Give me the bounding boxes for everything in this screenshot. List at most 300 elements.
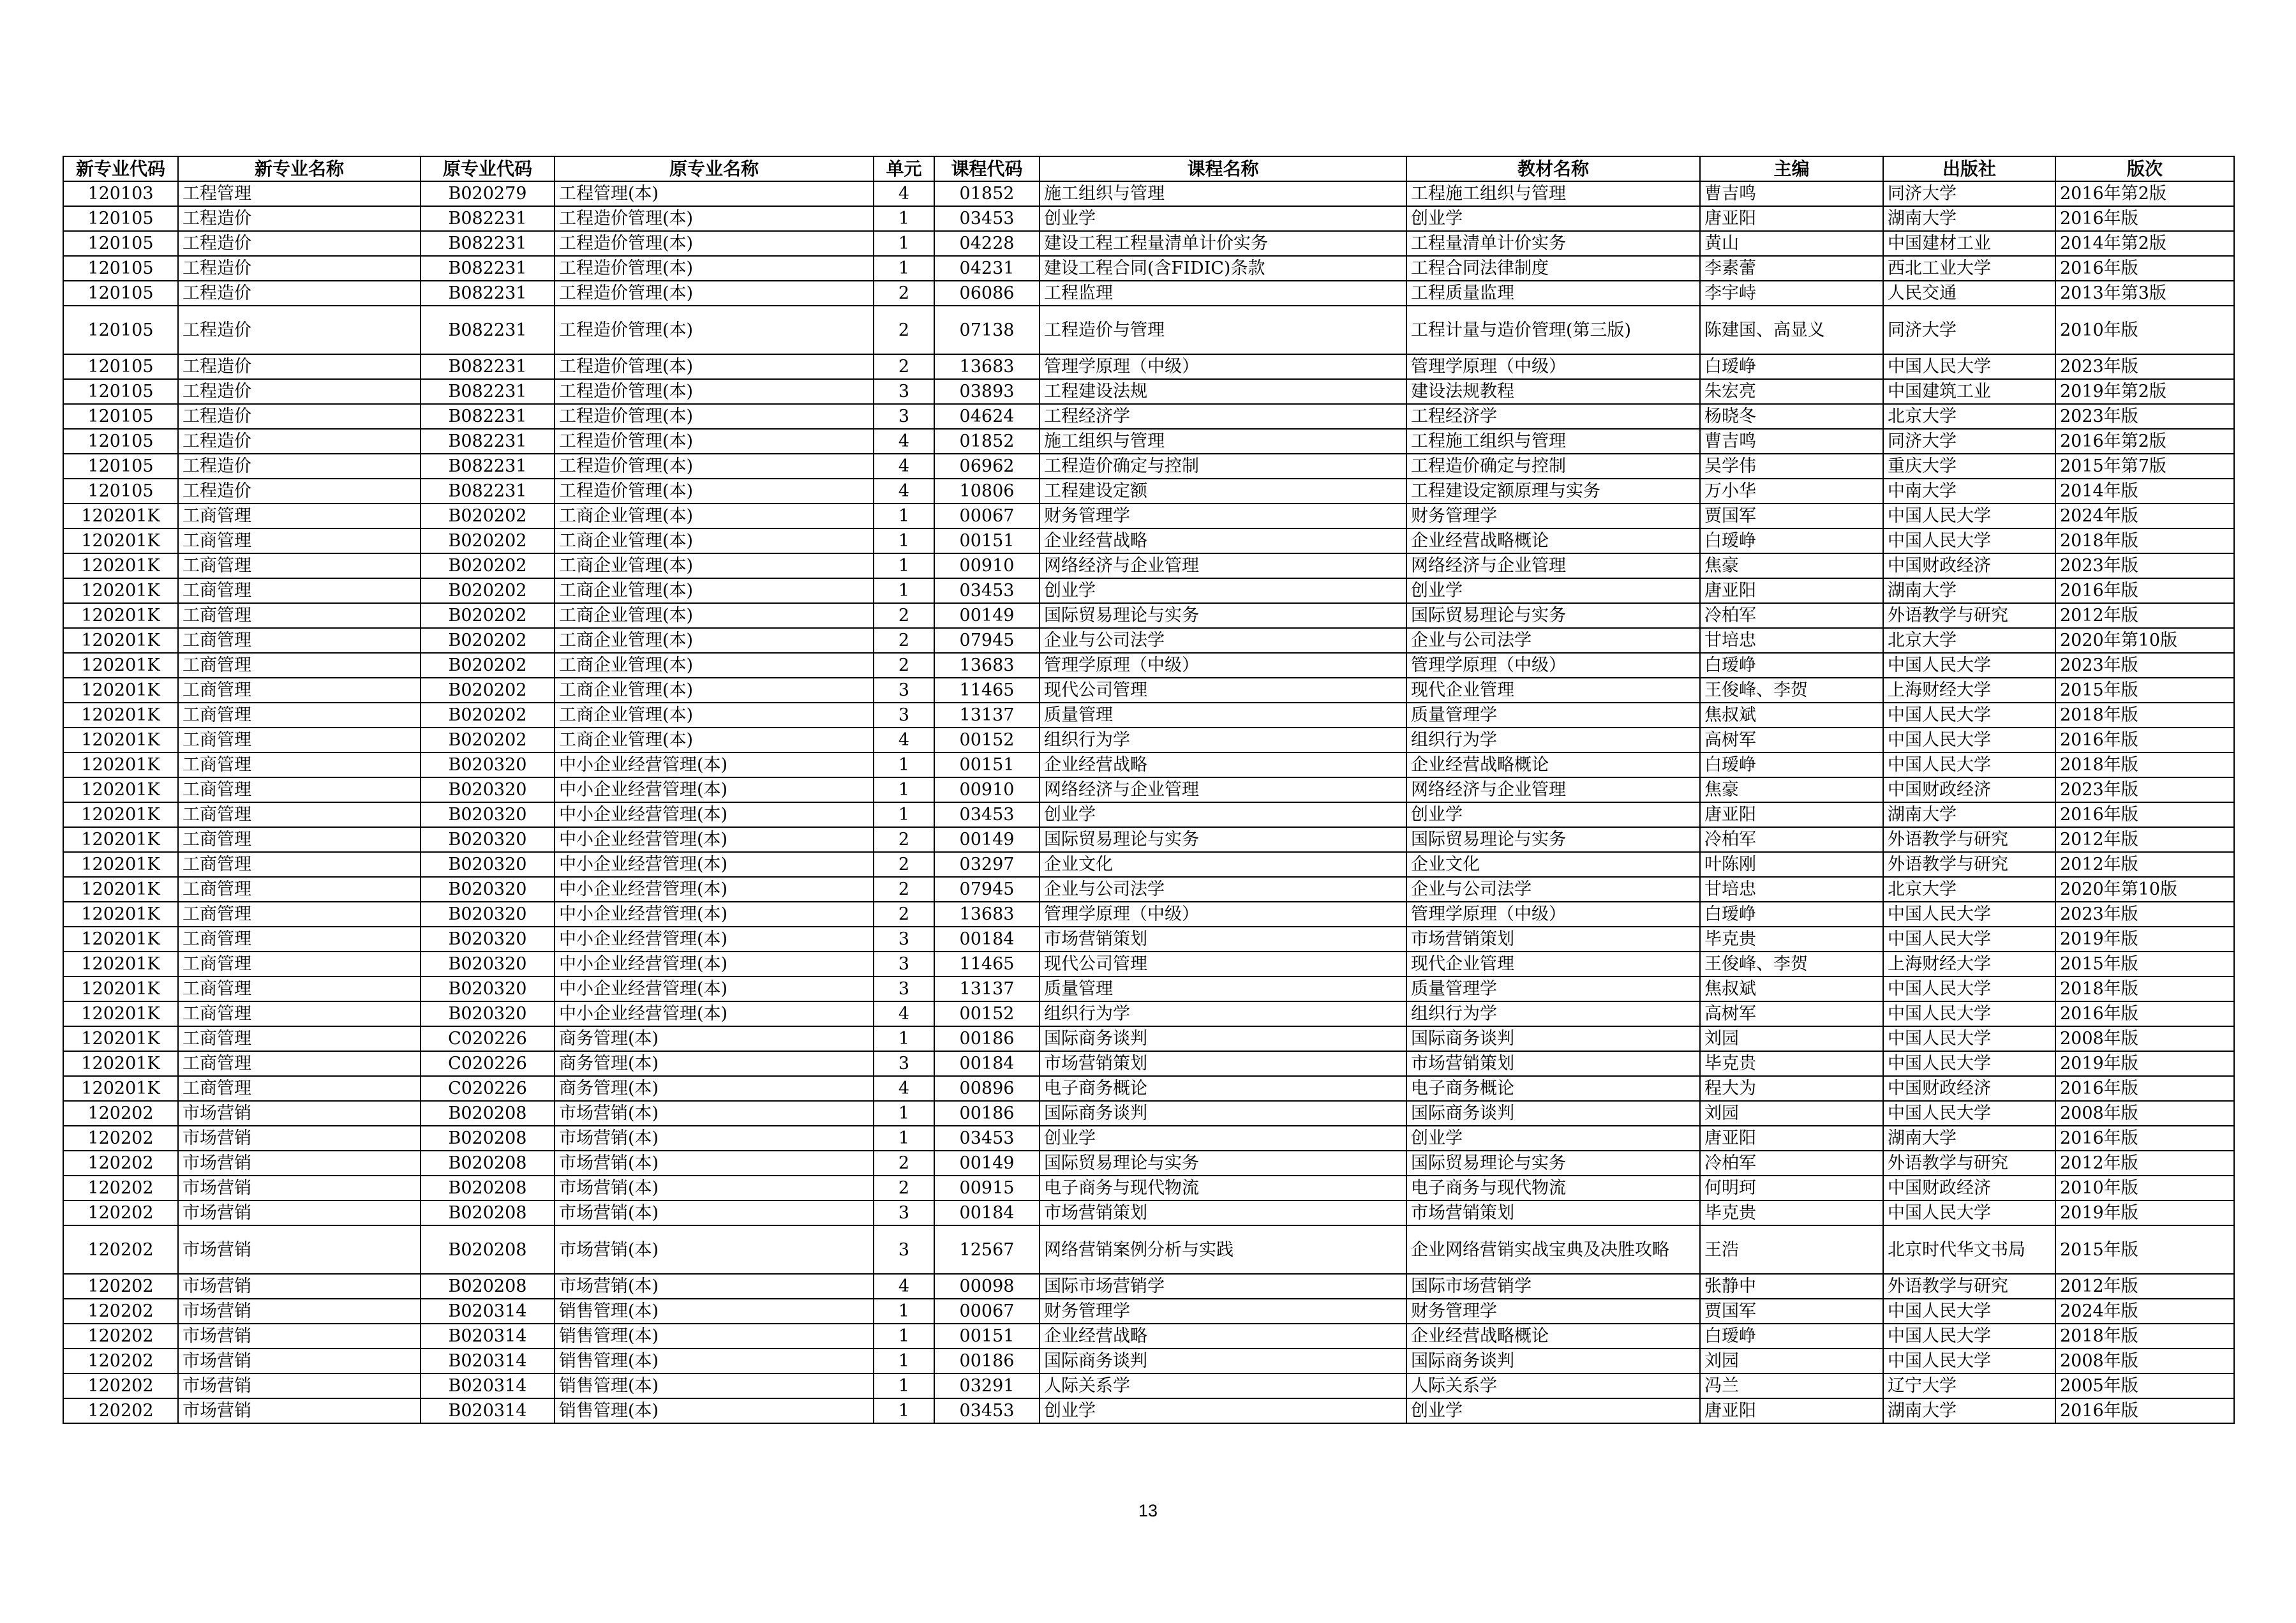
cell-old-major-code: B020208 (421, 1200, 555, 1225)
cell-textbook-name: 国际商务谈判 (1406, 1026, 1700, 1051)
cell-editor: 王俊峰、李贺 (1700, 678, 1883, 703)
table-row (63, 306, 2234, 354)
cell-old-major-name: 中小企业经营管理(本) (555, 976, 874, 1001)
cell-publisher: 中国人民大学 (1883, 752, 2055, 777)
cell-publisher: 北京时代华文书局 (1883, 1225, 2055, 1274)
cell-edition: 2012年版 (2055, 852, 2234, 877)
table-row (63, 553, 2234, 578)
cell-textbook-name: 创业学 (1406, 802, 1700, 827)
cell-edition: 2018年版 (2055, 703, 2234, 728)
cell-course-name: 国际贸易理论与实务 (1040, 827, 1406, 852)
cell-unit: 3 (874, 927, 934, 952)
cell-course-name: 电子商务与现代物流 (1040, 1176, 1406, 1200)
cell-old-major-name: 工程造价管理(本) (555, 206, 874, 231)
cell-edition: 2010年版 (2055, 306, 2234, 354)
cell-course-name: 建设工程合同(含FIDIC)条款 (1040, 256, 1406, 281)
table-row (63, 1051, 2234, 1076)
cell-new-major-name: 工商管理 (178, 628, 421, 653)
cell-course-name: 企业与公司法学 (1040, 628, 1406, 653)
cell-new-major-code: 120105 (63, 454, 178, 479)
cell-publisher: 中国财政经济 (1883, 1176, 2055, 1200)
table-row (63, 479, 2234, 504)
cell-textbook-name: 质量管理学 (1406, 976, 1700, 1001)
cell-course-name: 国际商务谈判 (1040, 1026, 1406, 1051)
cell-new-major-name: 工商管理 (178, 1026, 421, 1051)
cell-textbook-name: 网络经济与企业管理 (1406, 777, 1700, 802)
cell-new-major-name: 工程造价 (178, 404, 421, 429)
cell-old-major-code: B082231 (421, 429, 555, 454)
cell-course-code: 13683 (934, 902, 1040, 927)
cell-editor: 白瑷峥 (1700, 528, 1883, 553)
cell-publisher: 中国人民大学 (1883, 1200, 2055, 1225)
cell-new-major-name: 工商管理 (178, 852, 421, 877)
cell-old-major-code: B020320 (421, 827, 555, 852)
cell-editor: 白瑷峥 (1700, 752, 1883, 777)
cell-new-major-name: 市场营销 (178, 1398, 421, 1423)
table-row (63, 281, 2234, 306)
cell-textbook-name: 管理学原理（中级） (1406, 653, 1700, 678)
cell-textbook-name: 市场营销策划 (1406, 1200, 1700, 1225)
cell-new-major-code: 120202 (63, 1324, 178, 1349)
cell-old-major-code: B020279 (421, 181, 555, 206)
cell-course-code: 10806 (934, 479, 1040, 504)
cell-course-code: 03291 (934, 1373, 1040, 1398)
cell-new-major-code: 120202 (63, 1398, 178, 1423)
cell-textbook-name: 财务管理学 (1406, 504, 1700, 528)
cell-publisher: 中国人民大学 (1883, 1051, 2055, 1076)
cell-new-major-code: 120201K (63, 578, 178, 603)
table-row (63, 678, 2234, 703)
cell-course-code: 13137 (934, 703, 1040, 728)
cell-editor: 朱宏亮 (1700, 379, 1883, 404)
cell-publisher: 湖南大学 (1883, 578, 2055, 603)
cell-old-major-code: B082231 (421, 404, 555, 429)
cell-old-major-code: C020226 (421, 1026, 555, 1051)
cell-old-major-name: 工程造价管理(本) (555, 281, 874, 306)
cell-course-name: 创业学 (1040, 802, 1406, 827)
cell-edition: 2023年版 (2055, 553, 2234, 578)
cell-old-major-name: 中小企业经营管理(本) (555, 852, 874, 877)
cell-textbook-name: 国际市场营销学 (1406, 1274, 1700, 1299)
cell-unit: 1 (874, 231, 934, 256)
cell-edition: 2016年版 (2055, 206, 2234, 231)
cell-unit: 1 (874, 1324, 934, 1349)
cell-edition: 2016年第2版 (2055, 181, 2234, 206)
cell-textbook-name: 国际贸易理论与实务 (1406, 827, 1700, 852)
cell-new-major-code: 120201K (63, 678, 178, 703)
cell-edition: 2023年版 (2055, 354, 2234, 379)
cell-new-major-name: 市场营销 (178, 1324, 421, 1349)
cell-publisher: 中国建材工业 (1883, 231, 2055, 256)
cell-edition: 2010年版 (2055, 1176, 2234, 1200)
cell-editor: 王俊峰、李贺 (1700, 952, 1883, 976)
cell-edition: 2015年版 (2055, 952, 2234, 976)
cell-editor: 冷柏军 (1700, 603, 1883, 628)
cell-textbook-name: 电子商务与现代物流 (1406, 1176, 1700, 1200)
cell-course-name: 市场营销策划 (1040, 927, 1406, 952)
cell-old-major-name: 工程造价管理(本) (555, 479, 874, 504)
cell-old-major-code: C020226 (421, 1051, 555, 1076)
cell-publisher: 外语教学与研究 (1883, 852, 2055, 877)
cell-edition: 2016年版 (2055, 1126, 2234, 1151)
cell-unit: 4 (874, 454, 934, 479)
cell-edition: 2015年版 (2055, 1225, 2234, 1274)
cell-course-code: 13683 (934, 653, 1040, 678)
cell-new-major-code: 120202 (63, 1200, 178, 1225)
cell-old-major-code: B020314 (421, 1324, 555, 1349)
cell-course-code: 00151 (934, 752, 1040, 777)
cell-old-major-code: B082231 (421, 306, 555, 354)
cell-new-major-name: 工商管理 (178, 528, 421, 553)
cell-old-major-code: B020320 (421, 852, 555, 877)
cell-old-major-code: B020208 (421, 1274, 555, 1299)
cell-publisher: 中国人民大学 (1883, 927, 2055, 952)
cell-publisher: 中国人民大学 (1883, 1101, 2055, 1126)
cell-textbook-name: 工程合同法律制度 (1406, 256, 1700, 281)
cell-edition: 2018年版 (2055, 1324, 2234, 1349)
cell-editor: 白瑷峥 (1700, 653, 1883, 678)
cell-course-code: 00186 (934, 1101, 1040, 1126)
cell-old-major-code: B082231 (421, 479, 555, 504)
cell-new-major-name: 工商管理 (178, 976, 421, 1001)
cell-old-major-code: B020314 (421, 1373, 555, 1398)
cell-old-major-name: 工商企业管理(本) (555, 653, 874, 678)
cell-course-code: 00915 (934, 1176, 1040, 1200)
cell-unit: 3 (874, 952, 934, 976)
cell-old-major-code: B020202 (421, 728, 555, 752)
cell-unit: 1 (874, 777, 934, 802)
cell-old-major-name: 销售管理(本) (555, 1324, 874, 1349)
cell-course-name: 财务管理学 (1040, 1299, 1406, 1324)
table-row (63, 1225, 2234, 1274)
cell-old-major-name: 市场营销(本) (555, 1101, 874, 1126)
table-row (63, 578, 2234, 603)
cell-unit: 2 (874, 281, 934, 306)
cell-course-code: 00149 (934, 827, 1040, 852)
cell-textbook-name: 电子商务概论 (1406, 1076, 1700, 1101)
cell-unit: 1 (874, 1026, 934, 1051)
cell-editor: 万小华 (1700, 479, 1883, 504)
cell-new-major-name: 工程造价 (178, 306, 421, 354)
cell-new-major-name: 工商管理 (178, 603, 421, 628)
cell-new-major-code: 120105 (63, 231, 178, 256)
cell-course-name: 工程监理 (1040, 281, 1406, 306)
cell-editor: 白瑷峥 (1700, 1324, 1883, 1349)
table-row (63, 206, 2234, 231)
cell-course-code: 00149 (934, 1151, 1040, 1176)
cell-old-major-name: 市场营销(本) (555, 1176, 874, 1200)
cell-publisher: 中国人民大学 (1883, 1324, 2055, 1349)
cell-new-major-code: 120105 (63, 354, 178, 379)
cell-new-major-name: 工商管理 (178, 1076, 421, 1101)
cell-old-major-code: B020202 (421, 703, 555, 728)
cell-new-major-name: 市场营销 (178, 1274, 421, 1299)
cell-new-major-name: 市场营销 (178, 1373, 421, 1398)
cell-course-name: 网络营销案例分析与实践 (1040, 1225, 1406, 1274)
cell-old-major-code: B020208 (421, 1151, 555, 1176)
table-row (63, 827, 2234, 852)
table-row (63, 1200, 2234, 1225)
table-row (63, 1126, 2234, 1151)
cell-course-name: 管理学原理（中级） (1040, 653, 1406, 678)
cell-old-major-code: B082231 (421, 231, 555, 256)
cell-unit: 3 (874, 703, 934, 728)
table-row (63, 1324, 2234, 1349)
cell-publisher: 中南大学 (1883, 479, 2055, 504)
cell-old-major-code: B082231 (421, 256, 555, 281)
header-row (63, 156, 2234, 181)
cell-new-major-code: 120202 (63, 1225, 178, 1274)
cell-new-major-name: 工程造价 (178, 454, 421, 479)
cell-textbook-name: 质量管理学 (1406, 703, 1700, 728)
cell-textbook-name: 市场营销策划 (1406, 927, 1700, 952)
cell-course-code: 00896 (934, 1076, 1040, 1101)
cell-new-major-name: 工商管理 (178, 877, 421, 902)
cell-new-major-code: 120201K (63, 653, 178, 678)
cell-publisher: 同济大学 (1883, 429, 2055, 454)
cell-new-major-name: 工商管理 (178, 504, 421, 528)
cell-old-major-code: B020202 (421, 628, 555, 653)
cell-new-major-name: 工商管理 (178, 728, 421, 752)
cell-editor: 唐亚阳 (1700, 802, 1883, 827)
table-row (63, 802, 2234, 827)
cell-course-code: 00149 (934, 603, 1040, 628)
cell-textbook-name: 企业经营战略概论 (1406, 528, 1700, 553)
cell-new-major-code: 120105 (63, 479, 178, 504)
cell-editor: 甘培忠 (1700, 877, 1883, 902)
cell-unit: 1 (874, 1349, 934, 1373)
cell-old-major-name: 市场营销(本) (555, 1274, 874, 1299)
cell-new-major-name: 工商管理 (178, 902, 421, 927)
cell-unit: 1 (874, 1398, 934, 1423)
cell-edition: 2016年版 (2055, 1076, 2234, 1101)
cell-new-major-code: 120201K (63, 927, 178, 952)
cell-new-major-code: 120201K (63, 852, 178, 877)
cell-textbook-name: 网络经济与企业管理 (1406, 553, 1700, 578)
cell-course-code: 03893 (934, 379, 1040, 404)
page-number: 13 (1138, 1501, 1158, 1520)
cell-publisher: 湖南大学 (1883, 206, 2055, 231)
table-row (63, 628, 2234, 653)
column-header-editor: 主编 (1700, 156, 1883, 181)
table-row (63, 1076, 2234, 1101)
table-row (63, 181, 2234, 206)
cell-old-major-name: 工商企业管理(本) (555, 703, 874, 728)
cell-old-major-name: 中小企业经营管理(本) (555, 752, 874, 777)
cell-editor: 曹吉鸣 (1700, 429, 1883, 454)
cell-course-code: 00184 (934, 1051, 1040, 1076)
cell-new-major-name: 工商管理 (178, 927, 421, 952)
cell-new-major-code: 120201K (63, 1051, 178, 1076)
cell-edition: 2014年版 (2055, 479, 2234, 504)
cell-unit: 1 (874, 1373, 934, 1398)
cell-new-major-code: 120202 (63, 1274, 178, 1299)
cell-old-major-code: B020208 (421, 1101, 555, 1126)
cell-old-major-code: B020202 (421, 578, 555, 603)
cell-unit: 2 (874, 827, 934, 852)
cell-old-major-name: 工程造价管理(本) (555, 354, 874, 379)
table-row (63, 1001, 2234, 1026)
cell-new-major-code: 120201K (63, 902, 178, 927)
cell-old-major-name: 工程造价管理(本) (555, 454, 874, 479)
column-header-new-major-name: 新专业名称 (178, 156, 421, 181)
cell-textbook-name: 现代企业管理 (1406, 678, 1700, 703)
cell-course-code: 13683 (934, 354, 1040, 379)
cell-edition: 2008年版 (2055, 1026, 2234, 1051)
cell-old-major-name: 工程造价管理(本) (555, 429, 874, 454)
cell-edition: 2016年版 (2055, 1398, 2234, 1423)
cell-new-major-code: 120201K (63, 504, 178, 528)
cell-course-name: 组织行为学 (1040, 728, 1406, 752)
cell-editor: 毕克贵 (1700, 927, 1883, 952)
cell-course-name: 人际关系学 (1040, 1373, 1406, 1398)
cell-course-name: 现代公司管理 (1040, 952, 1406, 976)
cell-publisher: 上海财经大学 (1883, 952, 2055, 976)
cell-course-name: 企业经营战略 (1040, 528, 1406, 553)
table-row (63, 379, 2234, 404)
cell-editor: 冷柏军 (1700, 1151, 1883, 1176)
cell-course-name: 创业学 (1040, 1126, 1406, 1151)
cell-old-major-name: 工程造价管理(本) (555, 404, 874, 429)
cell-edition: 2016年版 (2055, 1001, 2234, 1026)
column-header-textbook-name: 教材名称 (1406, 156, 1700, 181)
cell-new-major-name: 市场营销 (178, 1176, 421, 1200)
cell-course-name: 质量管理 (1040, 976, 1406, 1001)
cell-new-major-name: 工商管理 (178, 553, 421, 578)
table-row (63, 927, 2234, 952)
cell-new-major-name: 市场营销 (178, 1225, 421, 1274)
cell-editor: 甘培忠 (1700, 628, 1883, 653)
cell-editor: 何明珂 (1700, 1176, 1883, 1200)
cell-course-code: 07945 (934, 877, 1040, 902)
cell-edition: 2016年版 (2055, 256, 2234, 281)
table-row (63, 504, 2234, 528)
cell-course-name: 建设工程工程量清单计价实务 (1040, 231, 1406, 256)
cell-editor: 杨晓冬 (1700, 404, 1883, 429)
cell-old-major-name: 工程造价管理(本) (555, 306, 874, 354)
cell-publisher: 中国人民大学 (1883, 1026, 2055, 1051)
cell-course-name: 工程建设法规 (1040, 379, 1406, 404)
cell-unit: 1 (874, 1101, 934, 1126)
cell-new-major-code: 120202 (63, 1373, 178, 1398)
cell-course-name: 施工组织与管理 (1040, 181, 1406, 206)
cell-edition: 2016年第2版 (2055, 429, 2234, 454)
cell-old-major-name: 工商企业管理(本) (555, 553, 874, 578)
cell-course-name: 企业文化 (1040, 852, 1406, 877)
cell-new-major-name: 工商管理 (178, 1051, 421, 1076)
cell-new-major-name: 市场营销 (178, 1200, 421, 1225)
table-row (63, 1274, 2234, 1299)
cell-unit: 2 (874, 902, 934, 927)
cell-publisher: 中国人民大学 (1883, 902, 2055, 927)
cell-old-major-code: B020208 (421, 1176, 555, 1200)
cell-course-code: 07945 (934, 628, 1040, 653)
cell-textbook-name: 管理学原理（中级） (1406, 902, 1700, 927)
cell-old-major-code: B020202 (421, 653, 555, 678)
cell-old-major-name: 市场营销(本) (555, 1151, 874, 1176)
cell-publisher: 外语教学与研究 (1883, 827, 2055, 852)
cell-course-code: 00151 (934, 528, 1040, 553)
cell-editor: 王浩 (1700, 1225, 1883, 1274)
table-row (63, 256, 2234, 281)
cell-new-major-code: 120201K (63, 703, 178, 728)
table-row (63, 653, 2234, 678)
cell-new-major-code: 120105 (63, 281, 178, 306)
cell-edition: 2018年版 (2055, 528, 2234, 553)
cell-textbook-name: 创业学 (1406, 1126, 1700, 1151)
table-row (63, 1299, 2234, 1324)
cell-course-code: 03453 (934, 1398, 1040, 1423)
cell-new-major-code: 120202 (63, 1299, 178, 1324)
table-row (63, 1151, 2234, 1176)
cell-unit: 2 (874, 306, 934, 354)
table-row (63, 852, 2234, 877)
cell-course-name: 创业学 (1040, 1398, 1406, 1423)
cell-unit: 1 (874, 553, 934, 578)
column-header-publisher: 出版社 (1883, 156, 2055, 181)
table-row (63, 877, 2234, 902)
cell-course-name: 国际商务谈判 (1040, 1349, 1406, 1373)
cell-old-major-name: 工商企业管理(本) (555, 603, 874, 628)
cell-edition: 2023年版 (2055, 653, 2234, 678)
cell-unit: 1 (874, 528, 934, 553)
column-header-course-name: 课程名称 (1040, 156, 1406, 181)
cell-old-major-name: 中小企业经营管理(本) (555, 902, 874, 927)
cell-textbook-name: 组织行为学 (1406, 1001, 1700, 1026)
cell-new-major-name: 工程造价 (178, 256, 421, 281)
cell-textbook-name: 企业网络营销实战宝典及决胜攻略 (1406, 1225, 1700, 1274)
cell-new-major-name: 工商管理 (178, 802, 421, 827)
cell-unit: 1 (874, 578, 934, 603)
cell-course-name: 工程造价与管理 (1040, 306, 1406, 354)
cell-course-code: 01852 (934, 181, 1040, 206)
cell-editor: 曹吉鸣 (1700, 181, 1883, 206)
cell-publisher: 中国财政经济 (1883, 553, 2055, 578)
cell-old-major-name: 中小企业经营管理(本) (555, 802, 874, 827)
cell-editor: 唐亚阳 (1700, 1126, 1883, 1151)
cell-old-major-code: B020314 (421, 1349, 555, 1373)
cell-old-major-code: B020202 (421, 678, 555, 703)
cell-new-major-code: 120105 (63, 379, 178, 404)
cell-old-major-name: 中小企业经营管理(本) (555, 1001, 874, 1026)
cell-old-major-code: B020320 (421, 877, 555, 902)
cell-new-major-code: 120202 (63, 1101, 178, 1126)
cell-unit: 3 (874, 1225, 934, 1274)
cell-old-major-code: B020314 (421, 1398, 555, 1423)
cell-course-code: 13137 (934, 976, 1040, 1001)
cell-course-name: 创业学 (1040, 578, 1406, 603)
cell-old-major-name: 商务管理(本) (555, 1026, 874, 1051)
cell-textbook-name: 工程计量与造价管理(第三版) (1406, 306, 1700, 354)
cell-new-major-code: 120105 (63, 256, 178, 281)
cell-edition: 2015年第7版 (2055, 454, 2234, 479)
cell-unit: 2 (874, 653, 934, 678)
cell-old-major-name: 中小企业经营管理(本) (555, 777, 874, 802)
cell-new-major-name: 市场营销 (178, 1299, 421, 1324)
cell-unit: 2 (874, 354, 934, 379)
cell-new-major-code: 120105 (63, 306, 178, 354)
cell-old-major-code: B020320 (421, 927, 555, 952)
cell-old-major-code: B082231 (421, 379, 555, 404)
cell-course-code: 03453 (934, 802, 1040, 827)
cell-old-major-name: 工程造价管理(本) (555, 256, 874, 281)
cell-editor: 李宇峙 (1700, 281, 1883, 306)
cell-course-name: 电子商务概论 (1040, 1076, 1406, 1101)
cell-textbook-name: 工程建设定额原理与实务 (1406, 479, 1700, 504)
cell-course-code: 06086 (934, 281, 1040, 306)
cell-unit: 1 (874, 752, 934, 777)
cell-textbook-name: 创业学 (1406, 206, 1700, 231)
